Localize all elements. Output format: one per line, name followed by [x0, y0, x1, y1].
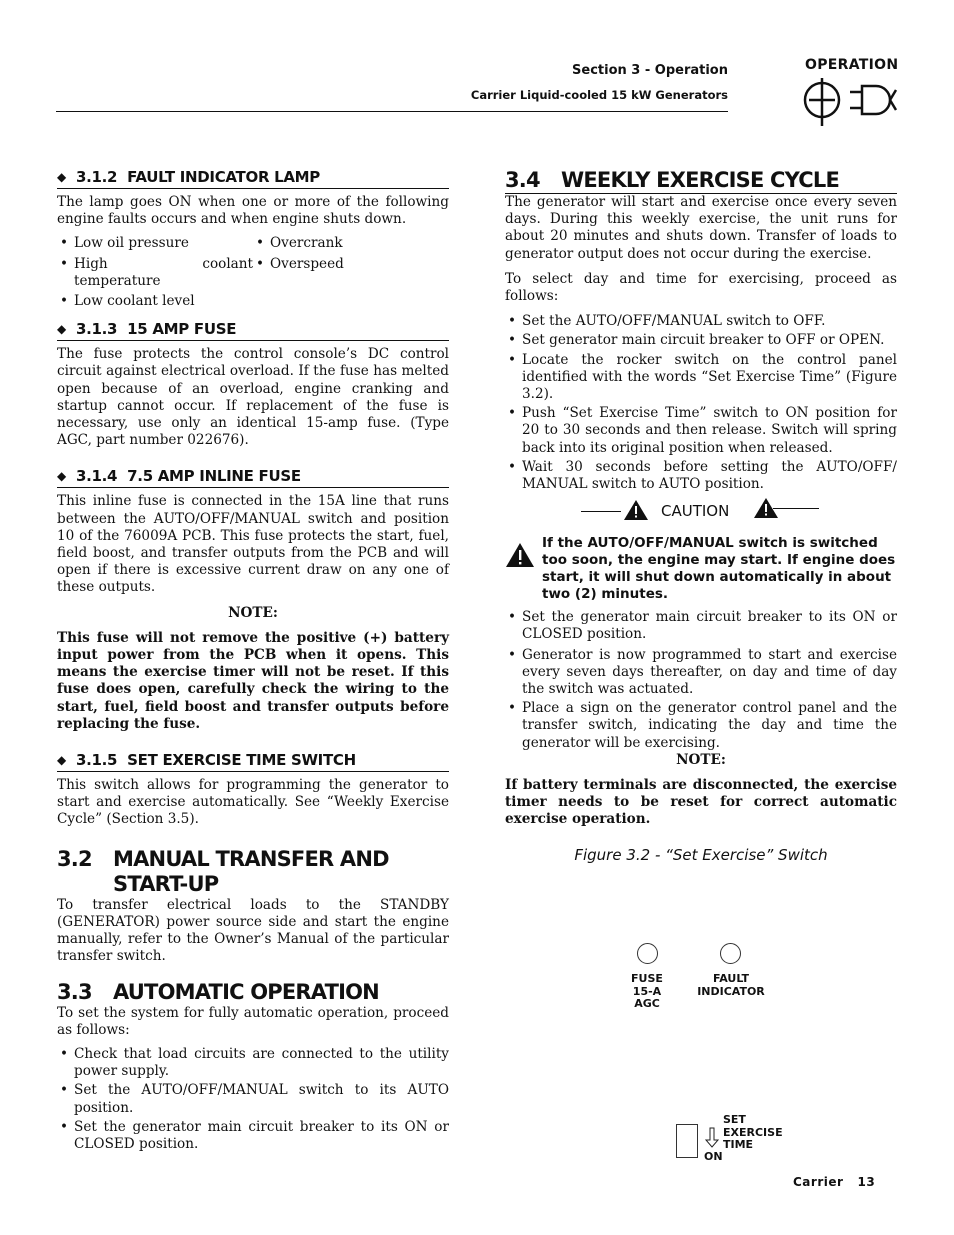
caution-label: CAUTION: [661, 502, 730, 521]
warning-icon: [505, 542, 535, 568]
fuse-type: AGC: [634, 997, 660, 1010]
list-item: • Wait 30 seconds before setting the AUTO/OFF/ MANUAL switch to AUTO position.: [505, 459, 897, 493]
heading-3-2: 3.2 MANUAL TRANSFER AND START-UP: [57, 846, 389, 896]
caution-block: [505, 535, 897, 603]
header-rule: [56, 111, 728, 112]
arrow-down-icon: [704, 1126, 720, 1150]
heading-3-1-5: ◆ 3.1.5 SET EXERCISE TIME SWITCH: [57, 751, 449, 772]
weekly-body-2: To select day and time for exercising, proceed as follows:: [505, 270, 897, 305]
list-item: • Set generator main circuit breaker to OFF or OPEN.: [505, 332, 897, 349]
weekly-steps: [505, 313, 897, 493]
weekly-steps-2: [505, 609, 897, 752]
figure-caption: Figure 3.2 - “Set Exercise” Switch: [574, 845, 828, 864]
list-item: • Set the AUTO/OFF/MANUAL switch to its AUTO position.: [57, 1082, 449, 1116]
diamond-icon: ◆: [57, 322, 66, 337]
heading-3-1-4: ◆ 3.1.4 7.5 AMP INLINE FUSE: [57, 467, 449, 488]
fault-label: FAULT: [712, 972, 750, 985]
page-number: 13: [857, 1175, 876, 1189]
manual-transfer-body: To transfer electrical loads to the STANDBY (GENERATOR) power source side and start the engine manually, refer to the Owner’s Manual of the particular transfer switch.: [57, 896, 449, 965]
fault-lamp-body: The lamp goes ON when one or more of the following engine faults occurs and when engine shuts down.: [57, 194, 449, 228]
list-item: • Low oil pressure: [57, 235, 253, 252]
fuse-indicator: [628, 943, 666, 1011]
list-item: • Set the generator main circuit breaker to its ON or CLOSED position.: [505, 609, 897, 643]
list-item: • Set the AUTO/OFF/MANUAL switch to OFF.: [505, 313, 897, 330]
note-label: NOTE:: [228, 604, 278, 621]
list-item: • Push “Set Exercise Time” switch to ON position for 20 to 30 seconds and then release. Switch will spring back into its original position when released.: [505, 405, 897, 457]
warning-icon: [623, 499, 649, 521]
list-item: • Low coolant level: [57, 293, 253, 310]
operation-label: OPERATION: [805, 57, 899, 73]
operation-icon: [800, 76, 900, 130]
heading-3-1-2: ◆ 3.1.2 FAULT INDICATOR LAMP: [57, 168, 449, 189]
fuse-label: FUSE: [631, 972, 663, 985]
exercise-switch-body: This switch allows for programming the generator to start and exercise automatically. See “Weekly Exercise Cycle” (Section 3.5).: [57, 777, 449, 828]
inline-fuse-body: This inline fuse is connected in the 15A line that runs between the AUTO/OFF/MANUAL switch and position 10 of the 76009A PCB. This fuse protects the start, fuel, field boost, and transfer outputs from the PCB and will open if there is excessive current draw on any one of these outputs.: [57, 493, 449, 596]
right-column: [505, 168, 897, 864]
fuse-circle: [637, 943, 658, 964]
fault-circle: [720, 943, 741, 964]
on-label: ON: [704, 1150, 723, 1163]
heading-3-4: 3.4 WEEKLY EXERCISE CYCLE: [505, 168, 897, 194]
note-text: If battery terminals are disconnected, the exercise timer needs to be reset for correct automatic exercise operation.: [505, 777, 897, 828]
fault-list: [57, 235, 449, 310]
brand-name: Carrier: [793, 1175, 844, 1189]
section-header: Section 3 - Operation: [572, 63, 728, 78]
list-item: • Place a sign on the generator control panel and the transfer switch, indicating the day and time the generator will be exercising.: [505, 700, 897, 752]
set-exercise-rocker-switch[interactable]: [676, 1124, 698, 1158]
indicator-label: INDICATOR: [697, 984, 765, 998]
list-item: • Check that load circuits are connected to the utility power supply.: [57, 1046, 449, 1080]
diamond-icon: ◆: [57, 170, 66, 184]
list-item: • Overspeed: [253, 256, 449, 273]
heading-3-1-3: ◆ 3.1.3 15 AMP FUSE: [57, 320, 449, 341]
diamond-icon: ◆: [57, 753, 66, 768]
note-text: This fuse will not remove the positive (+) battery input power from the PCB when it opens. This means the exercise timer will not be reset. If this fuse does open, carefully check the wiring to the start, fuel, field boost and transfer outputs before replacing the fuse.: [57, 629, 449, 732]
diamond-icon: ◆: [57, 469, 66, 484]
page-footer: [793, 1175, 875, 1189]
fuse-body: The fuse protects the control console’s DC control circuit against electrical overload. If the fuse has melted open because of an overload, engine cranking and startup cannot occur. If replacement of the fuse is necessary, use only an identical 15-amp fuse. (Type AGC, part number 022676).: [57, 346, 449, 449]
auto-op-list: [57, 1046, 449, 1153]
note-label: NOTE:: [676, 751, 726, 768]
left-column: [57, 168, 449, 1153]
list-item: • Generator is now programmed to start and exercise every seven days thereafter, on day and time of day the switch was actuated.: [505, 647, 897, 699]
fault-indicator: [694, 943, 768, 998]
document-subtitle: Carrier Liquid-cooled 15 kW Generators: [470, 88, 728, 102]
auto-op-body: To set the system for fully automatic operation, proceed as follows:: [57, 1004, 449, 1038]
set-exercise-label: SET EXERCISE TIME: [723, 1113, 783, 1151]
list-item: • Set the generator main circuit breaker to its ON or CLOSED position.: [57, 1119, 449, 1153]
list-item: • Overcrank: [253, 235, 449, 252]
fuse-rating: 15-A: [632, 984, 662, 998]
heading-3-3: 3.3 AUTOMATIC OPERATION: [57, 979, 379, 1004]
caution-bar: [505, 499, 897, 535]
weekly-body-1: The generator will start and exercise once every seven days. During this weekly exercise, the unit runs for about 20 minutes and shuts down. Transfer of loads to generator output does not occur during the exercise.: [505, 194, 897, 262]
list-item: • Locate the rocker switch on the control panel identified with the words “Set Exercise Time” (Figure 3.2).: [505, 352, 897, 404]
list-item: • High coolant temperature: [57, 256, 253, 290]
caution-text: If the AUTO/OFF/MANUAL switch is switched too soon, the engine may start. If engine does start, it will shut down automatically in about two (2) minutes.: [542, 535, 896, 603]
